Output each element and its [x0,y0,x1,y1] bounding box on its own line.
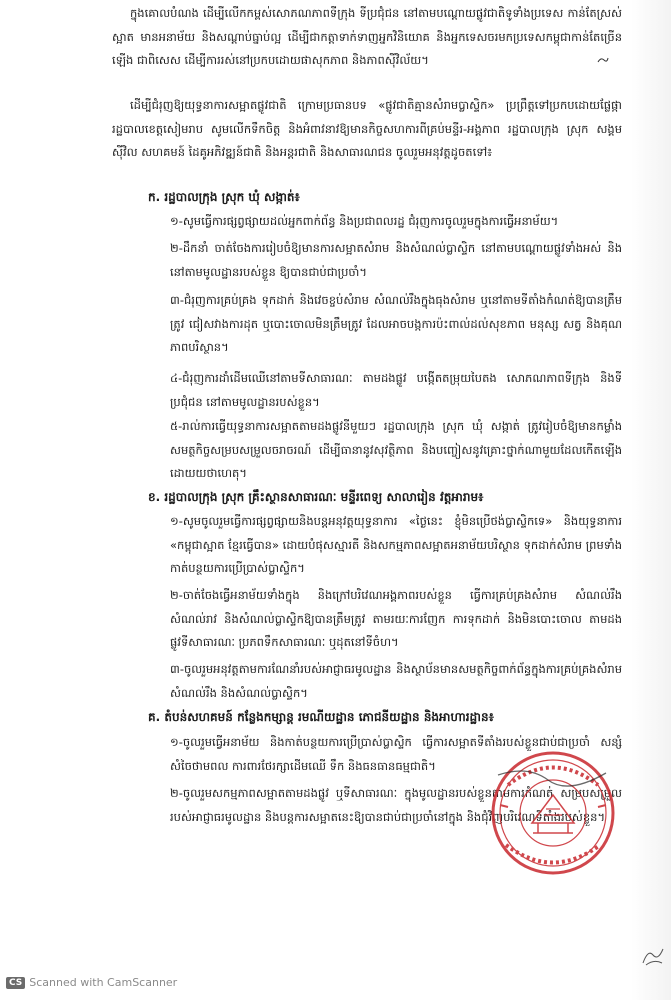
section-a-heading: ក. រដ្ឋបាលក្រុង ស្រុក ឃុំ សង្កាត់៖ [148,190,300,204]
section-b-item-2: ២-ចាត់ចែងធ្វើអនាម័យទាំងក្នុង និងក្រៅបរិវេណអង្គភាពរបស់ខ្លួន ធ្វើការគ្រប់គ្រងសំរាម សំណល់រឹង សំណល់រាវ និងសំណល់ប្លាស្ទិកឱ្យបានត្រឹមត្រូវ តាមរយៈការញែក ការទុកដាក់ និងមិនបោះចោល តាមដងផ្លូវទីសាធារណៈ ប្រភពទឹកសាធារណៈ ឬដុតនៅទីចំហ។ [170,588,622,649]
scan-edge-shadow [631,0,671,1000]
margin-tick-mark [597,56,609,64]
intro-paragraph: ក្នុងគោលបំណង ដើម្បីលើកកម្ពស់សោភណភាពទីក្រុង ទីប្រជុំជន នៅតាមបណ្តោយផ្លូវជាតិទូទាំងប្រទេស កាន់តែស្រស់ស្អាត មានអនាម័យ និងសណ្តាប់ធ្នាប់ល្អ ដើម្បីជាកត្តាទាក់ទាញអ្នកវិនិយោគ និងអ្នកទេសចរមកប្រទេសកម្ពុជាកាន់តែច្រើនឡើង ជាពិសេស ដើម្បីការរស់នៅប្រកបដោយផាសុកភាព និងភាពស៊ីវិល័យ។ [112,6,622,67]
section-c-item-1: ១-ចូលរួមធ្វើអនាម័យ និងកាត់បន្ថយការប្រើប្រាស់ប្លាស្ទិក ធ្វើការសម្អាតទីតាំងរបស់ខ្លួនជាប់ជាប្រចាំ សន្សំសំចៃថាមពល ការពារថែរក្សាដើមឈើ ទឹក និងធនធានធម្មជាតិ។ [170,735,622,773]
camscanner-logo: CS [6,977,25,989]
section-b-item-1: ១-សូមចូលរួមធ្វើការផ្សព្វផ្សាយនិងបន្តអនុវត្តយុទ្ធនាការ «ថ្ងៃនេះ ខ្ញុំមិនប្រើថង់ប្លាស្ទិកទេ» និងយុទ្ធនាការ «កម្ពុជាស្អាត ខ្មែរធ្វើបាន» ដោយបំផុសស្មារតី និងសកម្មភាពសម្អាតអនាម័យបរិស្ថាន ទុកដាក់សំរាម ព្រមទាំងកាត់បន្ថយការប្រើប្រាស់ប្លាស្ទិក។ [170,514,622,575]
section-a-item-1: ១-សូមធ្វើការផ្សព្វផ្សាយដល់អ្នកពាក់ព័ន្ធ និងប្រជាពលរដ្ឋ ជំរុញការចូលរួមក្នុងការធ្វើអនាម័យ។ [170,214,559,228]
section-a-item-5: ៥-រាល់ការធ្វើយុទ្ធនាការសម្អាតតាមដងផ្លូវនីមួយៗ រដ្ឋបាលក្រុង ស្រុក ឃុំ សង្កាត់ ត្រូវរៀបចំឱ្យមានកម្លាំងសមត្ថកិច្ចសម្របសម្រួលចរាចរណ៍ ដើម្បីធានានូវសុវត្ថិភាព និងបញ្ចៀសនូវគ្រោះថ្នាក់ណាមួយដែលកើតឡើងដោយយថាហេតុ។ [170,419,622,480]
section-a-item-3: ៣-ជំរុញការគ្រប់គ្រង ទុកដាក់ និងវេចខ្ចប់សំរាម សំណល់រឹងក្នុងធុងសំរាម ឬនៅតាមទីតាំងកំណត់ឱ្យបានត្រឹមត្រូវ ជៀសវាងការដុត ឬបោះចោលមិនត្រឹមត្រូវ ដែលអាចបង្កការប៉ះពាល់ដល់សុខភាព មនុស្ស សត្វ និងគុណភាពបរិស្ថាន។ [170,293,622,354]
section-c-item-2: ២-ចូលរួមសកម្មភាពសម្អាតតាមដងផ្លូវ ឬទីសាធារណៈ ក្នុងមូលដ្ឋានរបស់ខ្លួនតាមការកំណត់ សម្របសម្រួលរបស់អាជ្ញាធរមូលដ្ឋាន និងបន្តការសម្អាតនេះឱ្យបានជាប់ជាប្រចាំនៅក្នុង និងជុំវិញបរិវេណទីតាំងរបស់ខ្លួន។ [170,786,622,824]
handwritten-mark [640,945,666,967]
scanner-footer [6,976,177,989]
section-a-item-2: ២-ដឹកនាំ ចាត់ចែងការរៀបចំឱ្យមានការសម្អាតសំរាម និងសំណល់ប្លាស្ទិក នៅតាមបណ្តោយផ្លូវទាំងអស់ និងនៅតាមមូលដ្ឋានរបស់ខ្លួន ឱ្យបានជាប់ជាប្រចាំ។ [170,241,622,279]
scanner-text: Scanned with CamScanner [29,976,178,989]
section-a-item-4: ៤-ជំរុញការដាំដើមឈើនៅតាមទីសាធារណៈ តាមដងផ្លូវ បង្កើតតម្រុយបៃតង សោភណភាពទីក្រុង និងទីប្រជុំជន នៅតាមមូលដ្ឋានរបស់ខ្លួន។ [170,371,622,409]
section-b-item-3: ៣-ចូលរួមអនុវត្តតាមការណែនាំរបស់អាជ្ញាធរមូលដ្ឋាន និងស្ថាប័នមានសមត្ថកិច្ចពាក់ព័ន្ធក្នុងការគ្រប់គ្រងសំរាម សំណល់រឹង និងសំណល់ប្លាស្ទិក។ [170,662,622,700]
section-c-heading: គ. តំបន់សហគមន៍ កន្លែងកម្សាន្ត រមណីយដ្ឋាន ភោជនីយដ្ឋាន និងអាហារដ្ឋាន៖ [148,710,494,724]
second-paragraph: ដើម្បីជំរុញឱ្យយុទ្ធនាការសម្អាតផ្លូវជាតិ ក្រោមប្រធានបទ «ផ្លូវជាតិគ្មានសំរាមប្លាស្ទិក» ប្រព្រឹត្តទៅប្រកបដោយផ្លែផ្កា រដ្ឋបាលខេត្តសៀមរាប សូមលើកទឹកចិត្ត និងអំពាវនាវឱ្យមានកិច្ចសហការពីគ្រប់មន្ទីរ-អង្គភាព រដ្ឋបាលក្រុង ស្រុក សង្គមស៊ីវិល សហគមន៍ ដៃគូអភិវឌ្ឍន៍ជាតិ និងអន្តរជាតិ និងសាធារណជន ចូលរួមអនុវត្តដូចតទៅ៖ [112,98,622,159]
official-seal-stamp [488,745,618,881]
section-b-heading: ខ. រដ្ឋបាលក្រុង ស្រុក គ្រឹះស្ថានសាធារណៈ មន្ទីរពេទ្យ សាលារៀន វត្តអារាម៖ [148,490,484,504]
